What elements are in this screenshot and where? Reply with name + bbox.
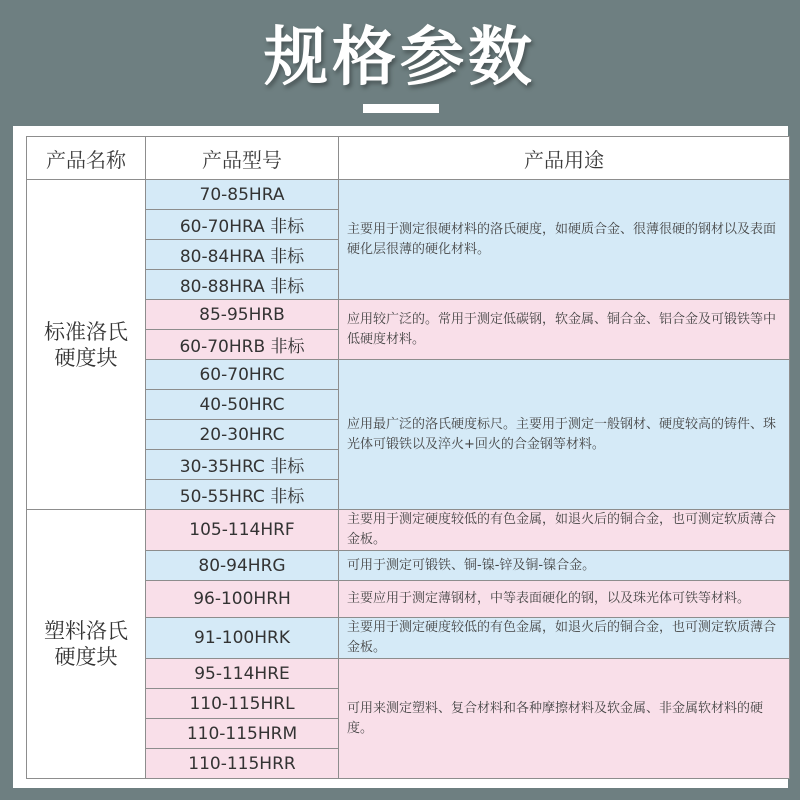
model-cell: 80-88HRA 非标 bbox=[146, 270, 339, 300]
model-cell: 110-115HRM bbox=[146, 719, 339, 749]
table-row bbox=[27, 510, 790, 551]
model-cell: 85-95HRB bbox=[146, 300, 339, 330]
model-cell: 110-115HRL bbox=[146, 689, 339, 719]
use-cell: 主要用于测定硬度较低的有色金属，如退火后的铜合金，也可测定软质薄合金板。 bbox=[339, 618, 790, 659]
category-label: 塑料洛氏 硬度块 bbox=[44, 619, 128, 669]
header-product-model: 产品型号 bbox=[146, 137, 339, 180]
use-cell: 应用较广泛的。常用于测定低碳钢，软金属、铜合金、铝合金及可锻铁等中低硬度材料。 bbox=[339, 300, 790, 360]
use-cell: 主要应用于测定薄钢材，中等表面硬化的钢，以及珠光体可铁等材料。 bbox=[339, 581, 790, 618]
use-cell: 主要用于测定硬度较低的有色金属，如退火后的铜合金，也可测定软质薄合金板。 bbox=[339, 510, 790, 551]
category-label: 标准洛氏 硬度块 bbox=[44, 319, 128, 370]
use-cell: 可用来测定塑料、复合材料和各种摩擦材料及软金属、非金属软材料的硬度。 bbox=[339, 659, 790, 779]
model-cell: 80-84HRA 非标 bbox=[146, 240, 339, 270]
use-cell: 应用最广泛的洛氏硬度标尺。主要用于测定一般钢材、硬度较高的铸件、珠光体可锻铁以及淬火+回火的合金钢等材料。 bbox=[339, 360, 790, 510]
model-cell: 110-115HRR bbox=[146, 749, 339, 779]
model-cell: 60-70HRC bbox=[146, 360, 339, 390]
spec-table bbox=[26, 136, 790, 779]
header-row bbox=[27, 137, 790, 180]
model-cell: 50-55HRC 非标 bbox=[146, 480, 339, 510]
model-cell: 40-50HRC bbox=[146, 390, 339, 420]
page-title: 规格参数 bbox=[264, 21, 536, 95]
use-cell: 主要用于测定很硬材料的洛氏硬度，如硬质合金、很薄很硬的钢材以及表面硬化层很薄的硬化材料。 bbox=[339, 180, 790, 300]
model-cell: 60-70HRA 非标 bbox=[146, 210, 339, 240]
model-cell: 70-85HRA bbox=[146, 180, 339, 210]
use-cell: 可用于测定可锻铁、铜-镍-锌及铜-镍合金。 bbox=[339, 551, 790, 581]
model-cell: 91-100HRK bbox=[146, 618, 339, 659]
title-underline bbox=[363, 104, 439, 113]
header-product-name: 产品名称 bbox=[27, 137, 146, 180]
category-standard bbox=[27, 180, 146, 510]
model-cell: 95-114HRE bbox=[146, 659, 339, 689]
table-row bbox=[27, 180, 790, 210]
model-cell: 20-30HRC bbox=[146, 420, 339, 450]
model-cell: 96-100HRH bbox=[146, 581, 339, 618]
model-cell: 80-94HRG bbox=[146, 551, 339, 581]
model-cell: 30-35HRC 非标 bbox=[146, 450, 339, 480]
model-cell: 60-70HRB 非标 bbox=[146, 330, 339, 360]
spec-panel bbox=[13, 126, 788, 788]
header-product-use: 产品用途 bbox=[339, 137, 790, 180]
category-plastic bbox=[27, 510, 146, 779]
model-cell: 105-114HRF bbox=[146, 510, 339, 551]
